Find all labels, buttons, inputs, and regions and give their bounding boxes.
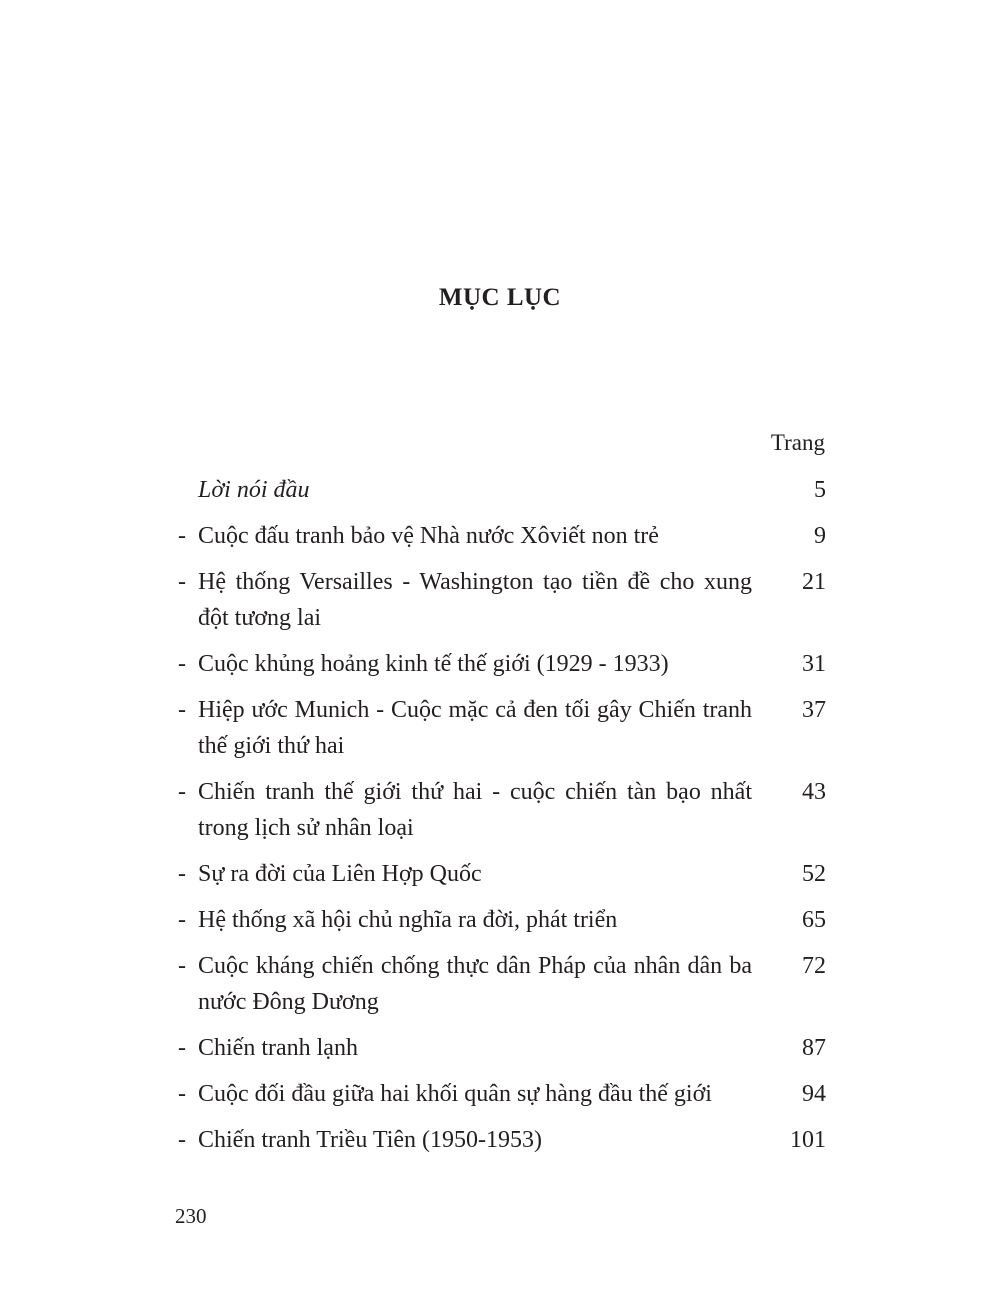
entry-dash: - [178,697,186,723]
entry-title: Sự ra đời của Liên Hợp Quốc [198,861,482,887]
entry-title: Cuộc đấu tranh bảo vệ Nhà nước Xôviết non trẻ [198,523,659,549]
entry-title: Cuộc đối đầu giữa hai khối quân sự hàng đầu thế giới [198,1081,712,1107]
page-title: MỤC LỤC [438,284,562,311]
entry-title: Hệ thống Versailles - Washington tạo tiền đề cho xung đột tương lai [198,569,752,631]
toc-entry [178,564,826,636]
entry-dash: - [178,1035,186,1061]
toc-entry [178,902,826,938]
entry-page: 5 [814,477,826,503]
entry-dash: - [178,1127,186,1153]
entry-page: 37 [802,697,826,723]
toc-entry [178,692,826,764]
entry-page: 94 [802,1081,826,1107]
entry-dash: - [178,651,186,677]
entry-title: Chiến tranh thế giới thứ hai - cuộc chiến tàn bạo nhất trong lịch sử nhân loại [198,779,752,841]
toc-entry [178,518,826,554]
entry-dash [178,472,198,508]
page-number: 230 [175,1204,207,1228]
toc-entry [178,646,826,682]
toc-entry [178,472,826,508]
entry-title: Cuộc kháng chiến chống thực dân Pháp của nhân dân ba nước Đông Dương [198,953,752,1015]
entry-title: Hệ thống xã hội chủ nghĩa ra đời, phát triển [198,907,618,933]
toc-entry [178,856,826,892]
entry-page: 31 [802,651,826,677]
toc-entry [178,1076,826,1112]
entry-dash: - [178,569,186,595]
entry-page: 65 [802,907,826,933]
entry-title: Chiến tranh lạnh [198,1035,358,1061]
entry-page: 21 [802,569,826,595]
toc-entry [178,774,826,846]
entry-dash: - [178,1081,186,1107]
entry-dash: - [178,861,186,887]
entry-title: Cuộc khủng hoảng kinh tế thế giới (1929 - 1933) [198,651,669,677]
toc-entry [178,948,826,1020]
entry-dash: - [178,907,186,933]
entry-title: Hiệp ước Munich - Cuộc mặc cả đen tối gây Chiến tranh thế giới thứ hai [198,697,752,759]
entry-title: Lời nói đầu [198,477,310,503]
toc-entry [178,1030,826,1066]
entry-dash: - [178,779,186,805]
entry-page: 43 [802,779,826,805]
entry-page: 9 [814,523,826,549]
entry-page: 101 [790,1127,826,1153]
entry-page: 72 [802,953,826,979]
entry-page: 52 [802,861,826,887]
entry-dash: - [178,953,186,979]
toc-entry [178,1122,826,1158]
entry-title: Chiến tranh Triều Tiên (1950-1953) [198,1127,543,1153]
table-of-contents [178,472,826,1168]
page-column-label: Trang [770,430,825,455]
entry-dash: - [178,523,186,549]
entry-page: 87 [802,1035,826,1061]
